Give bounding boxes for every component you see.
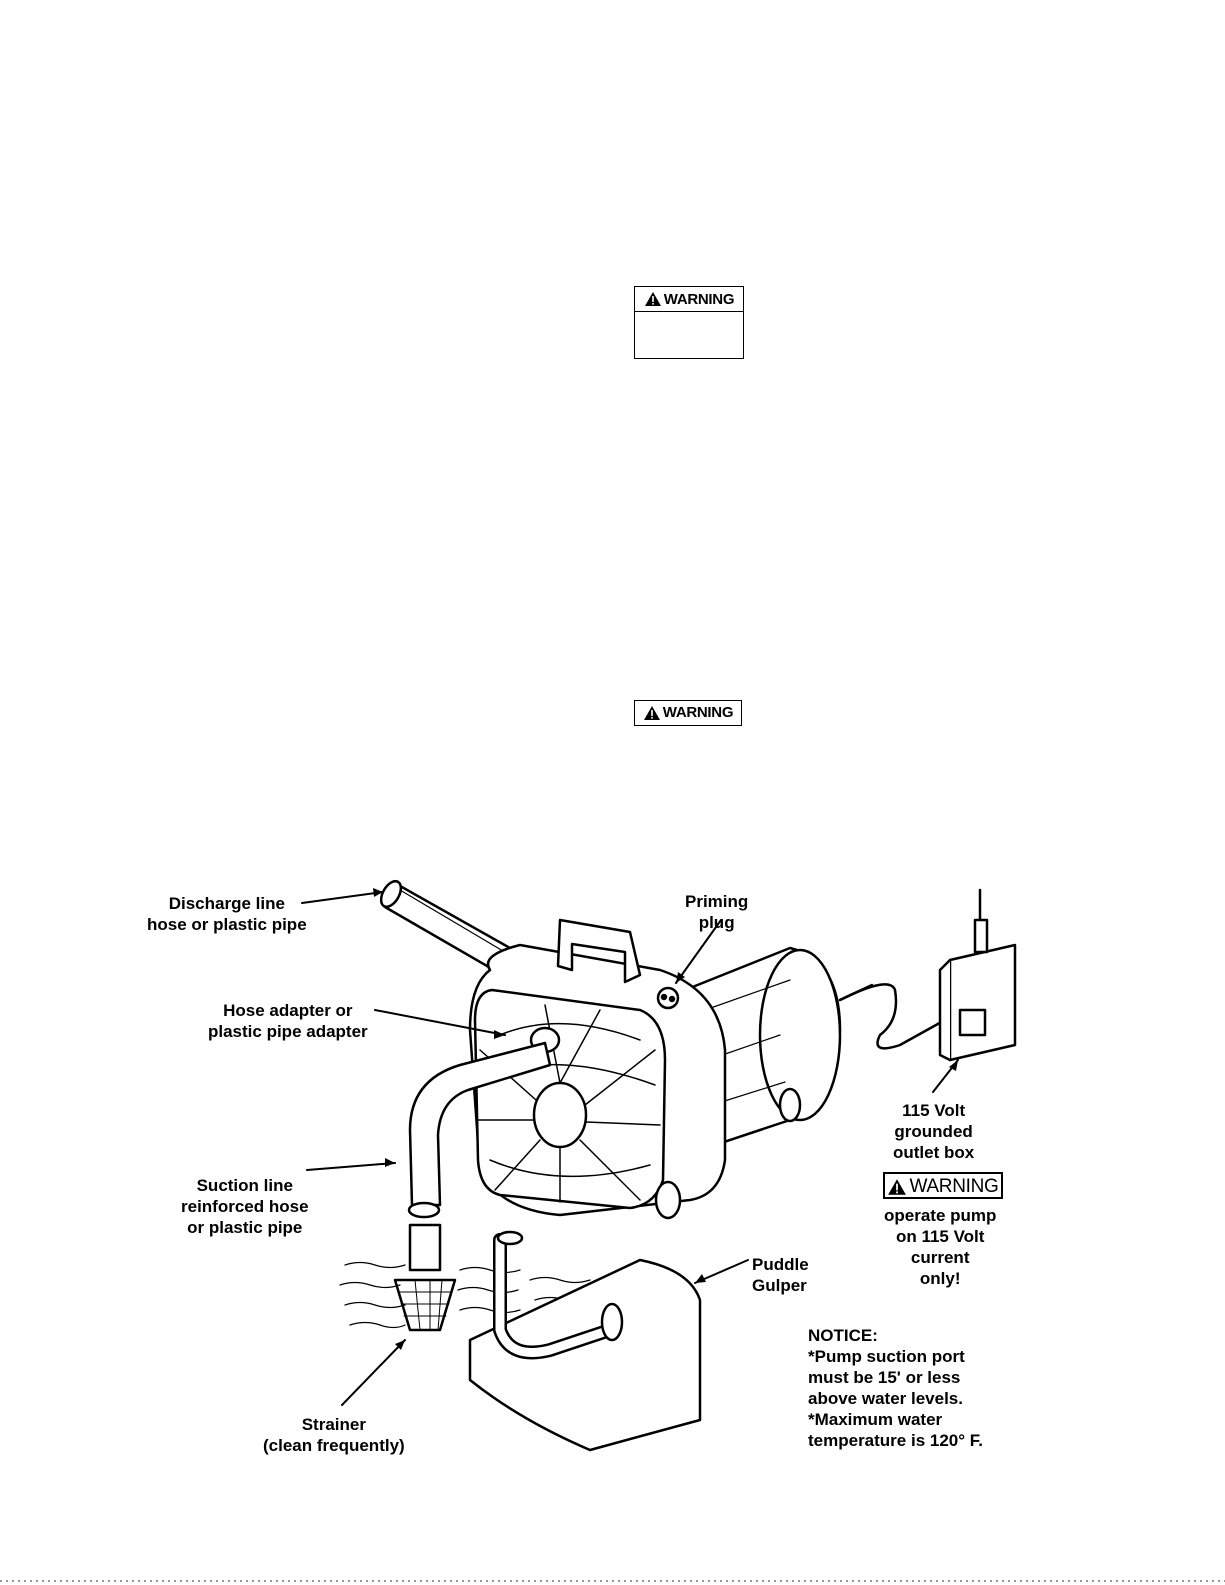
warning-label: WARNING [662, 704, 734, 721]
warning-box-top [634, 286, 744, 359]
notice-line: temperature is 120° F. [808, 1431, 983, 1450]
suction-line-label [181, 1175, 309, 1238]
warning-label: WARNING [909, 1175, 999, 1197]
notice-line: above water levels. [808, 1389, 963, 1408]
label-line: Discharge line [168, 894, 285, 913]
discharge-line-label [147, 893, 307, 935]
notice-heading: NOTICE: [808, 1326, 878, 1345]
label-line: (clean frequently) [263, 1436, 405, 1455]
label-line: plug [698, 913, 735, 932]
strainer-label [263, 1414, 405, 1456]
hose-adapter-label [208, 1000, 368, 1042]
label-line: Puddle [752, 1255, 809, 1274]
label-line: 115 Volt [902, 1101, 966, 1120]
warning-header [635, 287, 743, 312]
strainer [395, 1225, 455, 1330]
page-edge-divider [0, 1580, 1225, 1582]
notice-line: *Maximum water [808, 1410, 943, 1429]
label-line: current [910, 1248, 970, 1267]
puddle-gulper [470, 1232, 700, 1450]
warning-header [635, 701, 741, 724]
label-line: only! [919, 1269, 961, 1288]
label-line: Gulper [752, 1276, 807, 1295]
power-cord [840, 984, 945, 1048]
label-line: Hose adapter or [223, 1001, 353, 1020]
priming-plug-label [685, 891, 748, 933]
warning-triangle-icon [887, 1178, 907, 1196]
warning-box-middle [634, 700, 742, 726]
operate-pump-note [884, 1205, 996, 1289]
warning-header [885, 1174, 1001, 1199]
label-line: on 115 Volt [895, 1227, 985, 1246]
warning-triangle-icon [644, 291, 662, 307]
label-line: Priming [685, 892, 749, 911]
label-line: Suction line [196, 1176, 293, 1195]
notice-line: must be 15' or less [808, 1368, 961, 1387]
label-line: or plastic pipe [187, 1218, 303, 1237]
label-line: hose or plastic pipe [147, 915, 307, 934]
label-line: reinforced hose [181, 1197, 309, 1216]
pump-installation-diagram [0, 860, 1225, 1480]
label-line: plastic pipe adapter [208, 1022, 368, 1041]
warning-label: WARNING [663, 290, 735, 308]
outlet-box-label [893, 1100, 974, 1163]
label-line: Strainer [301, 1415, 366, 1434]
warning-box-figure [883, 1172, 1003, 1199]
label-line: outlet box [893, 1143, 975, 1162]
label-line: grounded [894, 1122, 973, 1141]
notice-line: *Pump suction port [808, 1347, 965, 1366]
outlet-box [940, 890, 1015, 1060]
label-line: operate pump [884, 1206, 997, 1225]
notice-block [808, 1325, 983, 1451]
puddle-gulper-label [752, 1254, 809, 1296]
warning-triangle-icon [643, 705, 661, 721]
